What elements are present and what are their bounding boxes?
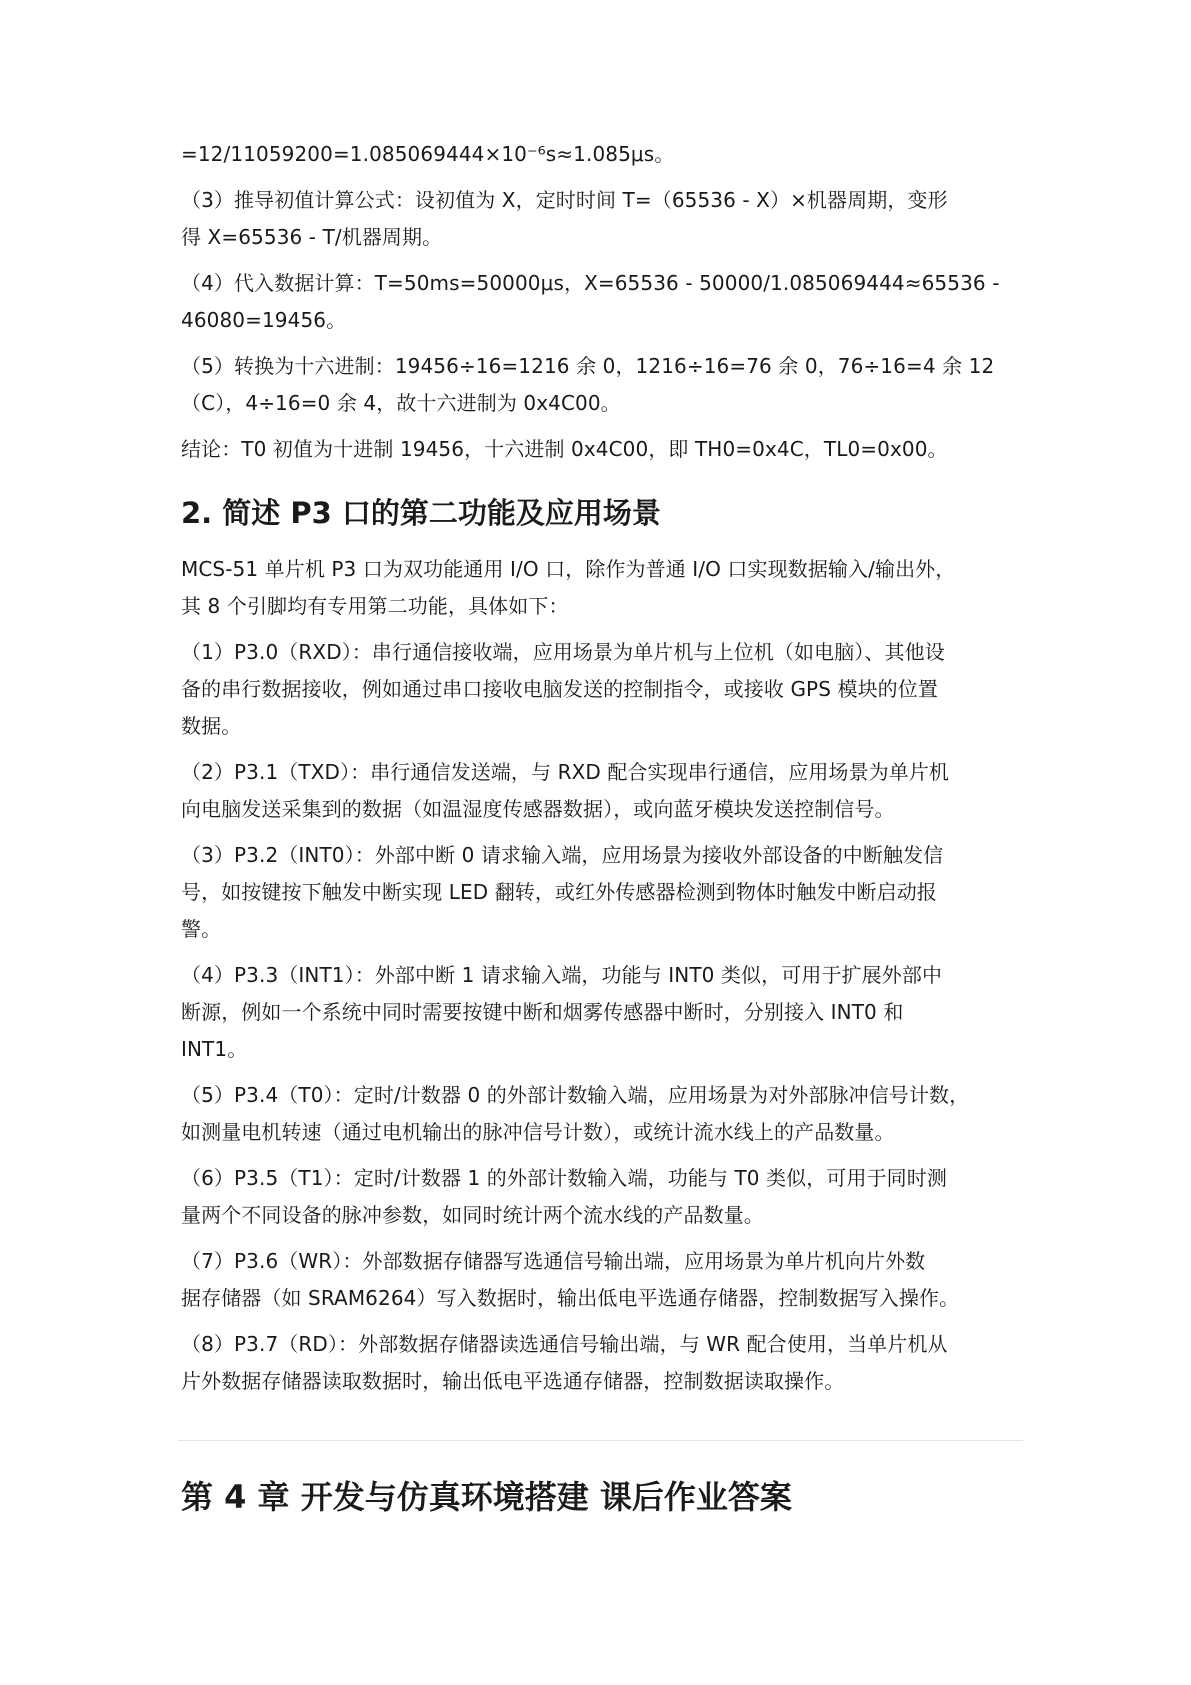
calc-conclusion: 结论：T0 初值为十进制 19456，十六进制 0x4C00，即 TH0=0x4C，TL0=0x00。 [181,437,948,461]
section-2-intro: MCS-51 单片机 P3 口为双功能通用 I/O 口，除作为普通 I/O 口实现数据输入/输出外， 其 8 个引脚均有专用第二功能，具体如下： [181,557,956,618]
p37-rd-item: （8）P3.7（RD）：外部数据存储器读选通信号输出端，与 WR 配合使用，当单片机从 片外数据存储器读取数据时，输出低电平选通存储器，控制数据读取操作。 [181,1332,948,1393]
p31-txd-item: （2）P3.1（TXD）：串行通信发送端，与 RXD 配合实现串行通信，应用场景为单片机 向电脑发送采集到的数据（如温湿度传感器数据），或向蓝牙模块发送控制信号。 [181,760,950,821]
calc-result-line: =12/11059200=1.085069444×10⁻⁶s≈1.085μs。 [181,142,675,166]
p32-int0-item: （3）P3.2（INT0）：外部中断 0 请求输入端，应用场景为接收外部设备的中断触发信 号，如按键按下触发中断实现 LED 翻转，或红外传感器检测到物体时触发中断启动报 警。 [181,843,944,941]
calc-step-3: （3）推导初值计算公式：设初值为 X，定时时间 T=（65536 - X）×机器周期，变形 得 X=65536 - T/机器周期。 [181,188,948,249]
calc-step-5: （5）转换为十六进制：19456÷16=1216 余 0，1216÷16=76 余 0，76÷16=4 余 12 （C），4÷16=0 余 4，故十六进制为 0x4C00。 [181,354,995,415]
document-page [181,136,1021,1519]
p34-t0-item: （5）P3.4（T0）：定时/计数器 0 的外部计数输入端，应用场景为对外部脉冲信号计数， 如测量电机转速（通过电机输出的脉冲信号计数），或统计流水线上的产品数量。 [181,1083,970,1144]
p36-wr-item: （7）P3.6（WR）：外部数据存储器写选通信号输出端，应用场景为单片机向片外数 据存储器（如 SRAM6264）写入数据时，输出低电平选通存储器，控制数据写入操作。 [181,1249,960,1310]
chapter-4-heading: 第 4 章 开发与仿真环境搭建 课后作业答案 [181,1478,792,1516]
p33-int1-item: （4）P3.3（INT1）：外部中断 1 请求输入端，功能与 INT0 类似，可用于扩展外部中 断源，例如一个系统中同时需要按键中断和烟雾传感器中断时，分别接入 INT0 和 INT1。 [181,963,943,1061]
calc-step-4: （4）代入数据计算：T=50ms=50000μs，X=65536 - 50000/1.085069444≈65536 - 46080=19456。 [181,271,1000,332]
p30-rxd-item: （1）P3.0（RXD）：串行通信接收端，应用场景为单片机与上位机（如电脑）、其他设 备的串行数据接收，例如通过串口接收电脑发送的控制指令，或接收 GPS 模块的位置 数据。 [181,640,945,738]
p35-t1-item: （6）P3.5（T1）：定时/计数器 1 的外部计数输入端，功能与 T0 类似，可用于同时测 量两个不同设备的脉冲参数，如同时统计两个流水线的产品数量。 [181,1166,947,1227]
section-divider [178,1440,1023,1441]
section-2-heading: 2. 简述 P3 口的第二功能及应用场景 [181,496,661,530]
